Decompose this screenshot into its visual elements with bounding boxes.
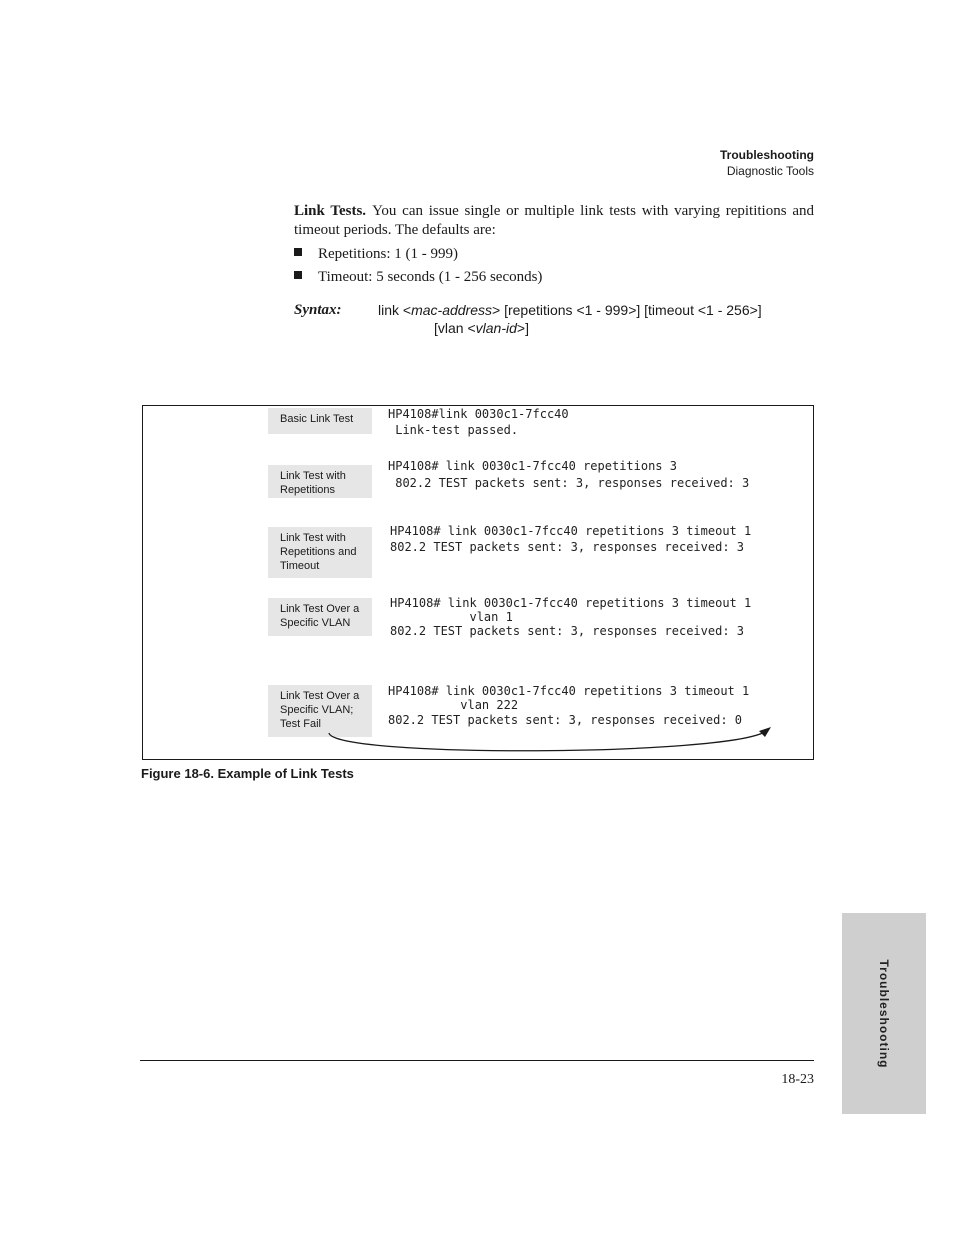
footer-rule (140, 1060, 814, 1061)
terminal-line: HP4108# link 0030c1-7fcc40 repetitions 3 timeout 1 (390, 524, 752, 538)
callout-arrow-icon (143, 406, 813, 759)
callout-link-test-repetitions: Link Test with Repetitions (268, 465, 372, 498)
terminal-line: HP4108#link 0030c1-7fcc40 (388, 407, 569, 421)
syntax-label: Syntax: (294, 302, 342, 318)
intro-text: You can issue single or multiple link tests with varying repititions and timeout periods. The defaults are: (294, 203, 814, 238)
figure-caption: Figure 18-6. Example of Link Tests (141, 766, 354, 781)
link-tests-figure (142, 405, 814, 760)
callout-link-test-vlan-fail: Link Test Over a Specific VLAN; Test Fail (268, 685, 372, 737)
callout-basic-link-test: Basic Link Test (268, 408, 372, 434)
terminal-line: 802.2 TEST packets sent: 3, responses received: 0 (388, 713, 743, 727)
bullet-square-icon (294, 248, 302, 256)
bullet-timeout: Timeout: 5 seconds (1 - 256 seconds) (294, 268, 542, 287)
bullet-square-icon (294, 271, 302, 279)
syntax-line-1: link <mac-address> [repetitions <1 - 999>] [timeout <1 - 256>] (378, 302, 762, 318)
bullet-repetitions: Repetitions: 1 (1 - 999) (294, 245, 458, 264)
terminal-line: vlan 1 (390, 610, 513, 624)
terminal-line: 802.2 TEST packets sent: 3, responses received: 3 (390, 624, 745, 638)
chapter-side-tab-label: Troubleshooting (877, 959, 891, 1068)
terminal-line: Link-test passed. (388, 423, 519, 437)
intro-lead: Link Tests. (294, 203, 367, 219)
callout-link-test-repetitions-timeout: Link Test with Repetitions and Timeout (268, 527, 372, 578)
terminal-line: vlan 222 (388, 698, 519, 712)
terminal-line: HP4108# link 0030c1-7fcc40 repetitions 3 timeout 1 (390, 596, 752, 610)
terminal-line: HP4108# link 0030c1-7fcc40 repetitions 3 (388, 459, 677, 473)
intro-paragraph (294, 202, 814, 240)
callout-link-test-vlan: Link Test Over a Specific VLAN (268, 598, 372, 636)
chapter-side-tab (842, 913, 926, 1114)
running-header-subtitle: Diagnostic Tools (726, 164, 814, 178)
syntax-line-2: [vlan <vlan-id>] (434, 320, 529, 336)
page-number: 18-23 (781, 1072, 814, 1087)
running-header-title: Troubleshooting (720, 148, 814, 162)
terminal-line: HP4108# link 0030c1-7fcc40 repetitions 3 timeout 1 (388, 684, 750, 698)
terminal-line: 802.2 TEST packets sent: 3, responses received: 3 (388, 476, 750, 490)
terminal-line: 802.2 TEST packets sent: 3, responses received: 3 (390, 540, 745, 554)
